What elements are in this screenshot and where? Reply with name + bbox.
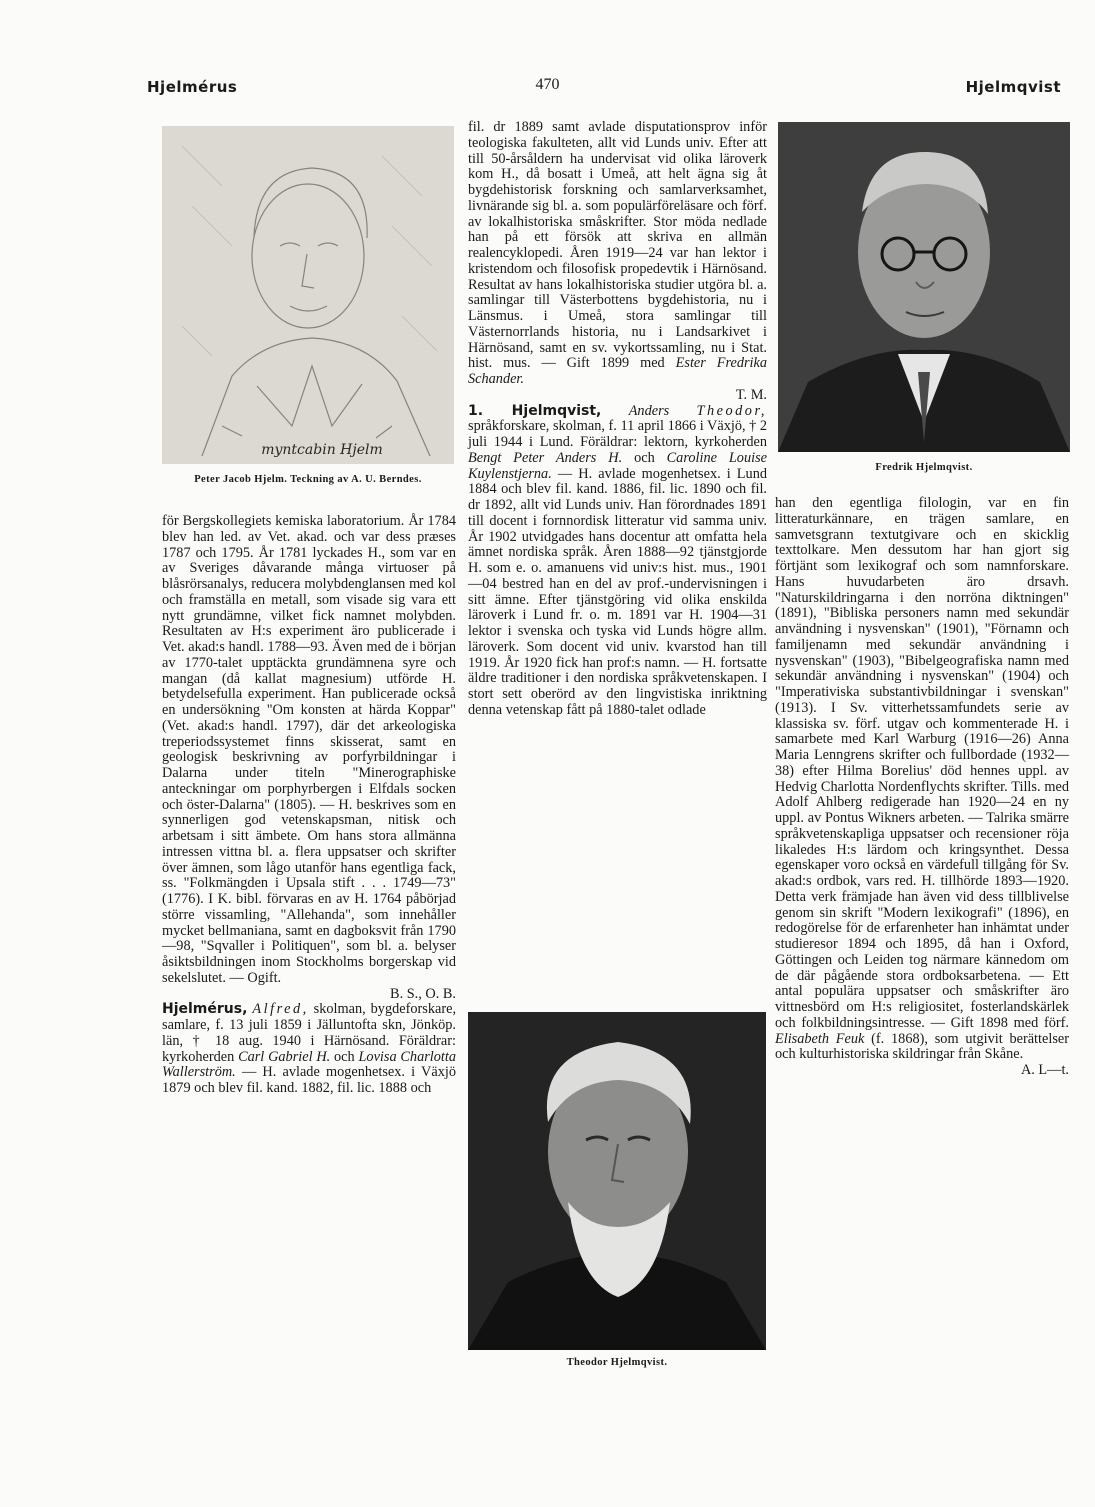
entry-hjelmqvist-theodor xyxy=(468,404,767,719)
given-name-alfred: Alfred, xyxy=(252,1001,309,1018)
headword-hjelmerus: Hjelmérus, xyxy=(162,1001,248,1018)
theodor-cont-text: han den egentliga filologin, var en fin litteraturkännare, en trägen samlare, en samvetsgrann textutgivare och en skicklig texttolkare. Men dessutom har han gjort sig förtjänt som lexikograf och som namnforskare. Hans huvudarbeten äro drsavh. "Naturskildringarna i den norröna diktningen" (1891), "Bibliska personers namn med sekundär användning i nysvenskan" (1901), "Förnamn och familjenamn med sekundär användning i nysvenskan" (1903), "Bibelgeografiska namn med sekundär användning i nysvenskan" (1904) och "Imperativiska substantivbildningar i svenskan" (1913). I Sv. vitterhetssamfundets serie av klassiska sv. förf. utgav och kommenterade H. i samarbete med Karl Warburg (1916—26) Anna Maria Lenngrens skrifter och fullbordade (1932—38) efter Hilma Borelius' död hennes uppl. av Hedvig Charlotta Nordenflychts skrifter. Tills. med Adolf Ahlberg redigerade han 1920—24 en ny uppl. av Pontus Wikners arbeten. — Talrika smärre språkvetenskapliga uppsatser och recensioner röja likaledes H:s lärdom och kringsynthet. Dessa egenskaper voro också en värdefull tillgång för Sv. akad:s ordbok, vars red. H. tillhörde 1893—1920. Detta verk främjade han även vid dess tillblivelse genom sin skrift "Modern lexikografi" (1896), en redogörelse för de erfarenheter han inhämtat under studieresor 1894 och 1895, då han i Oxford, Göttingen och Leiden tog närmare kännedom om de där pågående stora ordboksarbetena. — Ett antal populära uppsatser och småskrifter äro vittnesbörd om H:s religiositet, fosterlandskärlek och folkbildningsintresse. — Gift 1898 med förf. xyxy=(775,495,1069,1031)
theodor-text: språkforskare, skolman, f. 11 april 1866 i Växjö, † 2 juli 1944 i Lund. Föräldrar: lektorn, kyrkoherden xyxy=(468,418,767,450)
page-number: 470 xyxy=(535,76,560,93)
hjelmerus-cont-text: fil. dr 1889 samt avlade disputationsprov inför teologiska fakulteten, allt vid Lunds univ. Efter att till 50-årsåldern ha undervisat vid olika läroverk kom H., då bosatt i Umeå, att helt ägna sig åt bygdehistorisk forskning och samlarverksamhet, livnärande sig bl. a. som populärföreläsare och förf. av lokalhistoriska småskrifter. Stor möda nedlade han på ett försök att skriva en allmän realencyklopedi. Åren 1919—24 var han lektor i kristendom och filosofisk propedevtik i Härnösand. Resultat av hans lokalhistoriska studier utgöra bl. a. samlingar till Västerbottens bygdehistoria, nu i Länsmus. i Umeå, stora samlingar till Västernorrlands historia, nu i Landsarkivet i Härnösand, samt en sv. vykortssamling, nu i Stat. hist. mus. — Gift 1899 med xyxy=(468,119,767,372)
caption-fredrik: Fredrik Hjelmqvist. xyxy=(875,462,973,473)
hjelm-signature: myntcabin Hjelm xyxy=(261,442,383,458)
theodor-mother: Caroline Louise Kuylenstjerna. xyxy=(468,449,767,482)
hjelmerus-continued xyxy=(468,120,767,388)
theodor-text-2: — H. avlade mogenhetsex. i Lund 1884 och blev fil. kand. 1886, fil. lic. 1890 och fil. dr 1892, allt vid Lunds univ. Han förordnades 1891 till docent i fornnordisk litteratur vid samma univ. År 1902 utvidgades hans docentur att omfatta hela ämnet nordiska språk. Åren 1888—92 tjänstgjorde H. som e. o. amanuens vid univ:s hist. mus., 1901—04 bestred han en del av prof.-undervisningen i sitt ämne. Efter tjänstgöring vid olika enskilda läroverk i Lund fr. o. m. 1891 var H. 1904—31 lektor i svenska och tyska vid Lunds högre allm. läroverk. Som docent vid univ. kvarstod han till 1919. År 1920 fick han prof:s namn. — H. fortsatte äldre traditioner i den nordiska språkvetenskapen. I stort sett oberörd av den lingvistiska inriktning denna vetenskap fått på 1880-talet odlade xyxy=(468,465,767,718)
caption-hjelm: Peter Jacob Hjelm. Teckning av A. U. Berndes. xyxy=(194,474,422,485)
portrait-drawing-hjelm xyxy=(162,126,454,464)
hjelmerus-spouse: Ester Fredrika Schander. xyxy=(468,355,768,387)
hjelmerus-text: skolman, bygdeforskare, samlare, f. 13 juli 1859 i Jälluntofta skn, Jönköp. län, † 18 aug. 1940 i Härnösand. Föräldrar: kyrkoherden xyxy=(162,1001,457,1065)
theodor-spouse: Elisabeth Feuk xyxy=(775,1030,865,1047)
portrait-photo-fredrik xyxy=(778,122,1070,452)
hjelm-entry-text: för Bergskollegiets kemiska laboratorium. År 1784 blev han led. av Vet. akad. och var dess præses 1787 och 1795. År 1781 lyckades H., som var en av Sveriges dåvarande många virtuoser på blåsrörsanalys, reducera molybdenglansen med kol och framställa en metall, som visade sig vara ett nytt grundämne, vilket fick namnet molybden. Resultaten av H:s experiment äro publicerade i Vet. akad:s handl. 1788—93. Även med de i början av 1770-talet upptäckta grundämnena syre och mangan (då kallat magnesium) utförde H. betydelsefulla experiment. Han publicerade också en undersökning "Om konsten at härda Koppar" (Vet. akad:s handl. 1797), där det arkeologiska treperiodssystemet finns skisserat, samt en geologisk beskrivning av porfyrbildningar i Dalarna under titeln "Minerographiske anteckningar om porphyrbergen i Elfdals socken och öster-Dalarna" (1805). — H. beskrives som en synnerligen god vetenskapsman, nitisk och arbetsam i sitt ämbete. Om hans stora allmänna intressen vittna bl. a. flera uppsatser och skrifter över ämnen, som lågo utanför hans egentliga fack, ss. "Folkmängden i Upsala stift . . . 1749—73" (1776). I K. bibl. förvaras en av H. 1764 påbörjad större vissamling, "Allehanda", som innehåller mycket bellmaniana, samt en dagboksvit från 1790—98, "Sqvaller i Politiquen", som bl. a. belyser åsiktsbildningen inom Stockholms borgerskap vid sekelslutet. — Ogift. xyxy=(162,513,456,986)
signature-tm: T. M. xyxy=(735,386,767,403)
theodor-father: Bengt Peter Anders H. xyxy=(468,449,623,466)
theodor-cont-text-2: (f. 1868), som utgivit berättelser och kulturhistoriska skildringar från Skåne. xyxy=(775,1030,1069,1063)
portrait-photo-theodor xyxy=(468,1012,766,1350)
running-head-right: Hjelmqvist xyxy=(965,78,1061,96)
running-head-left: Hjelmérus xyxy=(147,78,238,96)
headword-hjelmqvist: 1. Hjelmqvist, xyxy=(468,402,602,419)
entry-hjelmerus xyxy=(162,1002,456,1097)
hjelmerus-mother: Lovisa Charlotta Wallerström. xyxy=(162,1048,457,1081)
theodor-continued xyxy=(775,496,1069,1063)
caption-theodor: Theodor Hjelmqvist. xyxy=(566,1357,668,1368)
hjelmerus-and: och xyxy=(334,1048,355,1065)
signature-hjelm: B. S., O. B. xyxy=(390,985,456,1002)
column-left xyxy=(162,514,456,1097)
hjelmerus-text-2: — H. avlade mogenhetsex. i Växjö 1879 och blev fil. kand. 1882, fil. lic. 1888 och xyxy=(162,1064,456,1096)
theodor-and: och xyxy=(634,449,655,466)
given-name-theodor: Theodor, xyxy=(696,402,767,419)
hjelmerus-father: Carl Gabriel H. xyxy=(238,1048,331,1065)
column-middle xyxy=(468,120,767,719)
signature-al: A. L—t. xyxy=(1020,1062,1069,1078)
column-right xyxy=(775,496,1069,1079)
given-name-anders: Anders xyxy=(628,402,670,419)
